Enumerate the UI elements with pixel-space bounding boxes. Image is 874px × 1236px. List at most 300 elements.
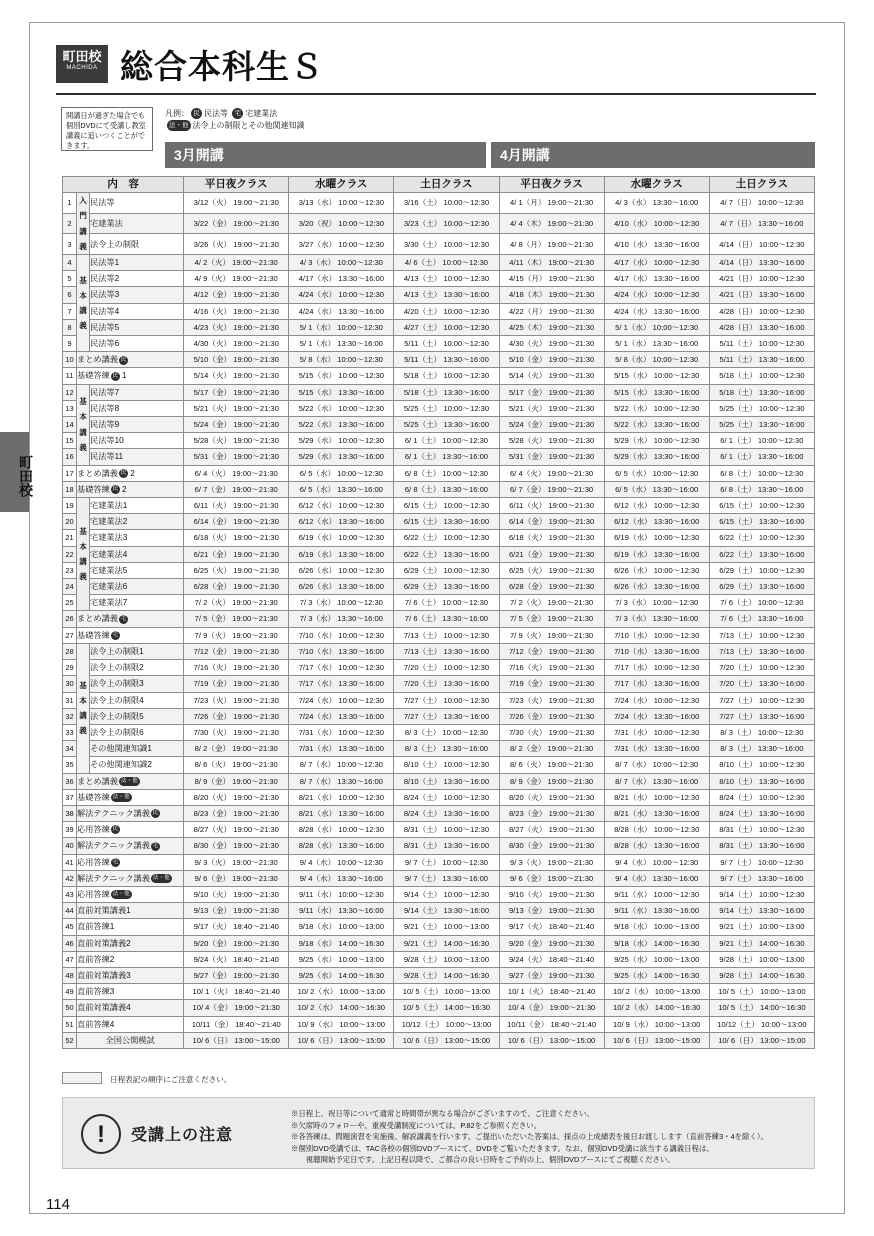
row-number: 41: [63, 854, 77, 870]
schedule-date-cell: 4/21（日） 10:00〜12:30: [709, 271, 814, 287]
subject-mark-icon: 民: [112, 826, 119, 833]
subject-mark-icon: 法・他: [152, 875, 170, 882]
schedule-date-cell: 8/23（金） 19:00〜21:30: [184, 805, 289, 821]
schedule-date-cell: 8/ 6（火） 19:00〜21:30: [499, 757, 604, 773]
row-number: 15: [63, 433, 77, 449]
schedule-date-cell: 7/ 5（金） 19:00〜21:30: [184, 611, 289, 627]
schedule-date-cell: 6/12（水） 13:30〜16:00: [604, 514, 709, 530]
schedule-date-cell: 6/15（土） 10:00〜12:30: [709, 498, 814, 514]
schedule-date-cell: 6/ 7（金） 19:00〜21:30: [184, 481, 289, 497]
schedule-date-cell: 9/11（水） 10:00〜12:30: [289, 886, 394, 902]
schedule-date-cell: 6/28（金） 19:00〜21:30: [499, 579, 604, 595]
schedule-date-cell: 4/18（木） 19:00〜21:30: [499, 287, 604, 303]
schedule-date-cell: 9/28（土） 14:00〜16:30: [709, 967, 814, 983]
row-number: 20: [63, 514, 77, 530]
row-number: 23: [63, 562, 77, 578]
schedule-date-cell: 8/21（水） 13:30〜16:00: [604, 805, 709, 821]
schedule-date-cell: 7/12（金） 19:00〜21:30: [184, 643, 289, 659]
schedule-date-cell: 9/ 4（水） 10:00〜12:30: [289, 854, 394, 870]
table-row: [63, 562, 815, 578]
schedule-date-cell: 8/31（土） 13:30〜16:00: [394, 838, 499, 854]
schedule-date-cell: 6/15（土） 13:30〜16:00: [709, 514, 814, 530]
table-row: [63, 234, 815, 255]
row-group-label: 入 門 講 義: [77, 193, 90, 255]
schedule-date-cell: 4/24（水） 13:30〜16:00: [289, 303, 394, 319]
schedule-date-cell: 8/27（火） 19:00〜21:30: [499, 822, 604, 838]
schedule-date-cell: 7/31（水） 10:00〜12:30: [604, 724, 709, 740]
schedule-date-cell: 9/ 7（土） 10:00〜12:30: [709, 854, 814, 870]
schedule-date-cell: 6/19（水） 13:30〜16:00: [604, 546, 709, 562]
row-content: 直前対策講義3: [77, 967, 184, 983]
schedule-date-cell: 6/11（火） 19:00〜21:30: [499, 498, 604, 514]
schedule-date-cell: 7/20（土） 13:30〜16:00: [709, 676, 814, 692]
row-number: 10: [63, 352, 77, 368]
schedule-date-cell: 5/22（水） 10:00〜12:30: [289, 400, 394, 416]
dvd-note-box: 開講日が過ぎた場合でも個別DVDにて受講し教室講義に追いつくことができます。: [61, 107, 153, 151]
schedule-date-cell: 10/ 6（日） 13:00〜15:00: [604, 1032, 709, 1048]
table-row: [63, 854, 815, 870]
row-content: 直前答練3: [77, 984, 184, 1000]
legend-text-min: 民法等: [204, 109, 228, 118]
school-name-jp: 町田校: [62, 49, 102, 64]
schedule-date-cell: 10/12（土） 10:00〜13:00: [394, 1016, 499, 1032]
legend: [165, 108, 305, 132]
row-number: 12: [63, 384, 77, 400]
row-content: まとめ講義 民: [77, 352, 184, 368]
month-bar-april: 4月開講: [491, 142, 815, 168]
row-group-label: 基 本 講 義: [77, 255, 90, 352]
schedule-date-cell: 9/14（土） 10:00〜12:30: [709, 886, 814, 902]
row-number: 51: [63, 1016, 77, 1032]
schedule-date-cell: 7/13（土） 10:00〜12:30: [394, 627, 499, 643]
table-header-row: [63, 177, 815, 193]
schedule-date-cell: 7/ 3（水） 10:00〜12:30: [604, 595, 709, 611]
table-row: [63, 271, 815, 287]
schedule-date-cell: 5/29（水） 13:30〜16:00: [604, 449, 709, 465]
order-note-text: 日程表記の順序にご注意ください。: [110, 1075, 232, 1084]
schedule-date-cell: 6/18（火） 19:00〜21:30: [184, 530, 289, 546]
schedule-date-cell: 4/17（水） 13:30〜16:00: [604, 271, 709, 287]
schedule-date-cell: 6/29（土） 13:30〜16:00: [709, 579, 814, 595]
schedule-date-cell: 3/13（水） 10:00〜12:30: [289, 193, 394, 214]
row-content: 宅建業法: [90, 213, 184, 234]
schedule-date-cell: 7/13（土） 13:30〜16:00: [394, 643, 499, 659]
schedule-date-cell: 7/ 3（水） 13:30〜16:00: [604, 611, 709, 627]
schedule-date-cell: 7/ 2（火） 19:00〜21:30: [184, 595, 289, 611]
schedule-date-cell: 8/ 2（金） 19:00〜21:30: [184, 741, 289, 757]
table-row: [63, 384, 815, 400]
schedule-date-cell: 5/14（火） 19:00〜21:30: [184, 368, 289, 384]
schedule-date-cell: 7/13（土） 13:30〜16:00: [709, 643, 814, 659]
schedule-date-cell: 7/ 6（土） 10:00〜12:30: [709, 595, 814, 611]
schedule-date-cell: 5/31（金） 19:00〜21:30: [499, 449, 604, 465]
table-row: [63, 1016, 815, 1032]
schedule-date-cell: 7/26（金） 19:00〜21:30: [184, 708, 289, 724]
schedule-date-cell: 9/28（土） 14:00〜16:30: [394, 967, 499, 983]
row-content: 民法等1: [90, 255, 184, 271]
row-content: 民法等7: [90, 384, 184, 400]
row-content: 解法テクニック講義 宅: [77, 838, 184, 854]
schedule-date-cell: 9/ 6（金） 19:00〜21:30: [499, 870, 604, 886]
table-row: [63, 886, 815, 902]
schedule-date-cell: 9/ 4（水） 13:30〜16:00: [289, 870, 394, 886]
row-content: 民法等9: [90, 417, 184, 433]
schedule-date-cell: 8/10（土） 13:30〜16:00: [709, 773, 814, 789]
row-number: 45: [63, 919, 77, 935]
table-row: [63, 465, 815, 481]
schedule-date-cell: 5/21（火） 19:00〜21:30: [184, 400, 289, 416]
schedule-date-cell: 5/15（水） 13:30〜16:00: [289, 384, 394, 400]
schedule-date-cell: 5/28（火） 19:00〜21:30: [184, 433, 289, 449]
schedule-date-cell: 6/26（水） 10:00〜12:30: [289, 562, 394, 578]
schedule-date-cell: 9/18（水） 10:00〜13:00: [604, 919, 709, 935]
schedule-date-cell: 9/10（火） 19:00〜21:30: [499, 886, 604, 902]
table-row: [63, 514, 815, 530]
row-number: 31: [63, 692, 77, 708]
schedule-date-cell: 6/18（火） 19:00〜21:30: [499, 530, 604, 546]
schedule-date-cell: 8/31（土） 13:30〜16:00: [709, 838, 814, 854]
row-content: まとめ講義 法・他: [77, 773, 184, 789]
schedule-date-cell: 8/ 3（土） 10:00〜12:30: [394, 724, 499, 740]
schedule-date-cell: 5/25（土） 10:00〜12:30: [709, 400, 814, 416]
schedule-date-cell: 9/18（水） 14:00〜16:30: [289, 935, 394, 951]
row-number: 42: [63, 870, 77, 886]
row-number: 1: [63, 193, 77, 214]
schedule-date-cell: 7/10（水） 10:00〜12:30: [604, 627, 709, 643]
row-number: 35: [63, 757, 77, 773]
page-header: [56, 45, 816, 91]
schedule-date-cell: 7/26（金） 19:00〜21:30: [499, 708, 604, 724]
schedule-date-cell: 4/11（木） 19:00〜21:30: [499, 255, 604, 271]
schedule-date-cell: 5/11（土） 10:00〜12:30: [394, 336, 499, 352]
schedule-date-cell: 4/24（水） 10:00〜12:30: [604, 287, 709, 303]
row-content: 法令上の制限: [90, 234, 184, 255]
schedule-date-cell: 4/ 9（火） 19:00〜21:30: [184, 271, 289, 287]
table-row: [63, 417, 815, 433]
schedule-date-cell: 7/10（水） 13:30〜16:00: [289, 643, 394, 659]
row-content: 法令上の制限5: [90, 708, 184, 724]
schedule-date-cell: 5/24（金） 19:00〜21:30: [499, 417, 604, 433]
schedule-date-cell: 6/ 1（土） 10:00〜12:30: [709, 433, 814, 449]
schedule-table: [62, 176, 815, 1049]
schedule-date-cell: 5/18（土） 10:00〜12:30: [709, 368, 814, 384]
row-number: 19: [63, 498, 77, 514]
schedule-date-cell: 10/ 9（水） 10:00〜13:00: [604, 1016, 709, 1032]
table-row: [63, 213, 815, 234]
schedule-date-cell: 8/ 3（土） 13:30〜16:00: [709, 741, 814, 757]
schedule-date-cell: 4/15（月） 19:00〜21:30: [499, 271, 604, 287]
schedule-date-cell: 9/ 6（金） 19:00〜21:30: [184, 870, 289, 886]
caution-box: [62, 1097, 815, 1169]
table-row: [63, 1000, 815, 1016]
schedule-date-cell: 10/ 5（土） 14:00〜16:30: [709, 1000, 814, 1016]
row-content: 法令上の制限1: [90, 643, 184, 659]
schedule-date-cell: 7/ 6（土） 13:30〜16:00: [709, 611, 814, 627]
schedule-date-cell: 4/16（火） 19:00〜21:30: [184, 303, 289, 319]
schedule-date-cell: 9/ 3（火） 19:00〜21:30: [499, 854, 604, 870]
row-number: 50: [63, 1000, 77, 1016]
schedule-date-cell: 10/ 9（水） 10:00〜13:00: [289, 1016, 394, 1032]
row-number: 26: [63, 611, 77, 627]
schedule-date-cell: 10/ 6（日） 13:00〜15:00: [394, 1032, 499, 1048]
schedule-date-cell: 7/30（火） 19:00〜21:30: [184, 724, 289, 740]
schedule-date-cell: 7/16（火） 19:00〜21:30: [499, 660, 604, 676]
schedule-date-cell: 8/28（水） 10:00〜12:30: [604, 822, 709, 838]
schedule-date-cell: 6/19（水） 10:00〜12:30: [289, 530, 394, 546]
schedule-date-cell: 10/ 2（水） 10:00〜13:00: [289, 984, 394, 1000]
row-content: 民法等4: [90, 303, 184, 319]
schedule-date-cell: 5/10（金） 19:00〜21:30: [499, 352, 604, 368]
schedule-date-cell: 6/12（水） 10:00〜12:30: [604, 498, 709, 514]
schedule-date-cell: 4/21（日） 13:30〜16:00: [709, 287, 814, 303]
schedule-date-cell: 7/24（水） 13:30〜16:00: [289, 708, 394, 724]
schedule-date-cell: 8/21（水） 13:30〜16:00: [289, 805, 394, 821]
row-group-label: 基 本 講 義: [77, 498, 90, 611]
schedule-date-cell: 6/ 8（土） 10:00〜12:30: [709, 465, 814, 481]
schedule-date-cell: 4/ 3（水） 10:00〜12:30: [289, 255, 394, 271]
table-row: [63, 870, 815, 886]
table-row: [63, 741, 815, 757]
schedule-date-cell: 9/11（水） 13:30〜16:00: [289, 903, 394, 919]
table-row: [63, 498, 815, 514]
schedule-date-cell: 9/21（土） 14:00〜16:30: [709, 935, 814, 951]
row-number: 43: [63, 886, 77, 902]
schedule-date-cell: 5/22（水） 13:30〜16:00: [289, 417, 394, 433]
schedule-date-cell: 8/ 9（金） 19:00〜21:30: [499, 773, 604, 789]
schedule-date-cell: 5/15（水） 13:30〜16:00: [604, 384, 709, 400]
schedule-date-cell: 8/20（火） 19:00〜21:30: [184, 789, 289, 805]
row-number: 17: [63, 465, 77, 481]
table-row: [63, 951, 815, 967]
table-row: [63, 708, 815, 724]
row-content: まとめ講義 民 2: [77, 465, 184, 481]
subject-mark-icon: 民: [120, 469, 127, 476]
row-content: 宅建業法6: [90, 579, 184, 595]
schedule-date-cell: 9/21（土） 14:00〜16:30: [394, 935, 499, 951]
legend-icon-min: 民: [191, 108, 202, 119]
table-row: [63, 336, 815, 352]
schedule-date-cell: 7/16（火） 19:00〜21:30: [184, 660, 289, 676]
schedule-date-cell: 5/ 1（水） 13:30〜16:00: [289, 336, 394, 352]
row-number: 13: [63, 400, 77, 416]
schedule-date-cell: 9/17（火） 18:40〜21:40: [184, 919, 289, 935]
schedule-date-cell: 8/21（水） 10:00〜12:30: [289, 789, 394, 805]
legend-prefix: 凡例：: [165, 109, 189, 118]
table-row: [63, 1032, 815, 1048]
schedule-date-cell: 5/25（土） 10:00〜12:30: [394, 400, 499, 416]
row-number: 24: [63, 579, 77, 595]
schedule-date-cell: 8/28（水） 10:00〜12:30: [289, 822, 394, 838]
schedule-date-cell: 7/ 3（水） 13:30〜16:00: [289, 611, 394, 627]
schedule-date-cell: 8/ 6（火） 19:00〜21:30: [184, 757, 289, 773]
schedule-date-cell: 8/ 7（水） 10:00〜12:30: [604, 757, 709, 773]
schedule-date-cell: 9/10（火） 19:00〜21:30: [184, 886, 289, 902]
schedule-date-cell: 4/ 3（水） 13:30〜16:00: [604, 193, 709, 214]
schedule-date-cell: 7/27（土） 13:30〜16:00: [394, 708, 499, 724]
row-group-label: 基 本 講 義: [77, 643, 90, 773]
subject-mark-icon: 法・他: [112, 794, 130, 801]
schedule-date-cell: 7/20（土） 10:00〜12:30: [394, 660, 499, 676]
schedule-date-cell: 9/21（土） 10:00〜13:00: [394, 919, 499, 935]
row-number: 11: [63, 368, 77, 384]
schedule-date-cell: 6/12（水） 13:30〜16:00: [289, 514, 394, 530]
subject-mark-icon: 宅: [112, 632, 119, 639]
row-content: 法令上の制限2: [90, 660, 184, 676]
order-note-swatch: [62, 1072, 102, 1084]
schedule-date-cell: 9/25（水） 14:00〜16:30: [604, 967, 709, 983]
schedule-date-cell: 10/ 6（日） 13:00〜15:00: [184, 1032, 289, 1048]
table-row: [63, 822, 815, 838]
schedule-date-cell: 5/29（水） 13:30〜16:00: [289, 449, 394, 465]
schedule-date-cell: 8/31（土） 10:00〜12:30: [394, 822, 499, 838]
schedule-date-cell: 3/12（火） 19:00〜21:30: [184, 193, 289, 214]
table-row: [63, 595, 815, 611]
row-number: 9: [63, 336, 77, 352]
schedule-date-cell: 10/ 5（土） 14:00〜16:30: [394, 1000, 499, 1016]
schedule-date-cell: 6/ 8（土） 13:30〜16:00: [394, 481, 499, 497]
schedule-date-cell: 4/10（水） 10:00〜12:30: [604, 213, 709, 234]
table-row: [63, 935, 815, 951]
row-content: 民法等: [90, 193, 184, 214]
schedule-date-cell: 4/28（日） 13:30〜16:00: [709, 319, 814, 335]
schedule-date-cell: 3/20（祝） 10:00〜12:30: [289, 213, 394, 234]
schedule-date-cell: 3/26（火） 19:00〜21:30: [184, 234, 289, 255]
row-number: 25: [63, 595, 77, 611]
table-row: [63, 481, 815, 497]
schedule-date-cell: 9/21（土） 10:00〜13:00: [709, 919, 814, 935]
schedule-date-cell: 7/ 6（土） 10:00〜12:30: [394, 595, 499, 611]
legend-icon-taku: 宅: [232, 108, 243, 119]
schedule-date-cell: 4/27（土） 10:00〜12:30: [394, 319, 499, 335]
schedule-date-cell: 6/22（土） 13:30〜16:00: [709, 546, 814, 562]
schedule-date-cell: 4/20（土） 10:00〜12:30: [394, 303, 499, 319]
schedule-date-cell: 8/20（火） 19:00〜21:30: [499, 789, 604, 805]
schedule-date-cell: 5/22（水） 13:30〜16:00: [604, 417, 709, 433]
legend-text-taku: 宅建業法: [245, 109, 278, 118]
row-content: 直前答練1: [77, 919, 184, 935]
schedule-date-cell: 5/25（土） 13:30〜16:00: [394, 417, 499, 433]
schedule-date-cell: 4/ 1（月） 19:00〜21:30: [499, 193, 604, 214]
schedule-date-cell: 7/19（金） 19:00〜21:30: [184, 676, 289, 692]
schedule-date-cell: 9/13（金） 19:00〜21:30: [184, 903, 289, 919]
schedule-date-cell: 6/28（金） 19:00〜21:30: [184, 579, 289, 595]
schedule-date-cell: 9/14（土） 13:30〜16:00: [394, 903, 499, 919]
schedule-date-cell: 9/28（土） 10:00〜13:00: [394, 951, 499, 967]
subject-mark-icon: 宅: [120, 615, 127, 622]
schedule-date-cell: 6/26（水） 13:30〜16:00: [604, 579, 709, 595]
table-row: [63, 303, 815, 319]
schedule-date-cell: 9/18（水） 14:00〜16:30: [604, 935, 709, 951]
schedule-date-cell: 7/24（水） 10:00〜12:30: [604, 692, 709, 708]
schedule-date-cell: 3/27（水） 10:00〜12:30: [289, 234, 394, 255]
schedule-date-cell: 7/10（水） 10:00〜12:30: [289, 627, 394, 643]
table-row: [63, 255, 815, 271]
schedule-date-cell: 9/17（火） 18:40〜21:40: [499, 919, 604, 935]
row-number: 14: [63, 417, 77, 433]
row-content: 民法等11: [90, 449, 184, 465]
schedule-date-cell: 5/29（水） 10:00〜12:30: [604, 433, 709, 449]
schedule-date-cell: 9/25（水） 10:00〜13:00: [289, 951, 394, 967]
schedule-date-cell: 6/ 5（水） 10:00〜12:30: [289, 465, 394, 481]
col-header-mar-weekend: 土日クラス: [394, 177, 499, 193]
col-header-apr-weeknight: 平日夜クラス: [499, 177, 604, 193]
row-content: その他関連知識2: [90, 757, 184, 773]
schedule-date-cell: 5/10（金） 19:00〜21:30: [184, 352, 289, 368]
schedule-date-cell: 7/17（水） 13:30〜16:00: [289, 676, 394, 692]
schedule-date-cell: 4/17（水） 13:30〜16:00: [289, 271, 394, 287]
schedule-date-cell: 6/ 5（水） 10:00〜12:30: [604, 465, 709, 481]
row-number: 3: [63, 234, 77, 255]
schedule-date-cell: 7/17（水） 10:00〜12:30: [604, 660, 709, 676]
row-content: 直前対策講義2: [77, 935, 184, 951]
row-number: 27: [63, 627, 77, 643]
schedule-date-cell: 5/17（金） 19:00〜21:30: [499, 384, 604, 400]
schedule-date-cell: 6/15（土） 10:00〜12:30: [394, 498, 499, 514]
subject-mark-icon: 民: [152, 810, 159, 817]
schedule-date-cell: 6/19（水） 10:00〜12:30: [604, 530, 709, 546]
schedule-date-cell: 10/ 4（金） 19:00〜21:30: [184, 1000, 289, 1016]
schedule-date-cell: 5/24（金） 19:00〜21:30: [184, 417, 289, 433]
schedule-date-cell: 10/ 4（金） 19:00〜21:30: [499, 1000, 604, 1016]
table-row: [63, 660, 815, 676]
row-number: 30: [63, 676, 77, 692]
schedule-date-cell: 4/12（金） 19:00〜21:30: [184, 287, 289, 303]
schedule-date-cell: 3/16（土） 10:00〜12:30: [394, 193, 499, 214]
schedule-date-cell: 6/ 1（土） 13:30〜16:00: [709, 449, 814, 465]
schedule-date-cell: 6/22（土） 13:30〜16:00: [394, 546, 499, 562]
schedule-date-cell: 6/11（火） 19:00〜21:30: [184, 498, 289, 514]
table-row: [63, 627, 815, 643]
schedule-date-cell: 6/ 4（火） 19:00〜21:30: [499, 465, 604, 481]
schedule-date-cell: 9/11（水） 13:30〜16:00: [604, 903, 709, 919]
table-row: [63, 319, 815, 335]
schedule-date-cell: 4/14（日） 10:00〜12:30: [709, 234, 814, 255]
schedule-date-cell: 8/10（土） 10:00〜12:30: [709, 757, 814, 773]
legend-icon-hoka: 法・他: [169, 122, 189, 130]
table-row: [63, 643, 815, 659]
row-content: 法令上の制限3: [90, 676, 184, 692]
schedule-date-cell: 6/25（火） 19:00〜21:30: [184, 562, 289, 578]
schedule-date-cell: 9/27（金） 19:00〜21:30: [184, 967, 289, 983]
row-content: 基礎答練 宅: [77, 627, 184, 643]
col-header-apr-weekend: 土日クラス: [709, 177, 814, 193]
subject-mark-icon: 民: [112, 372, 119, 379]
schedule-date-cell: 3/30（土） 10:00〜12:30: [394, 234, 499, 255]
schedule-date-cell: 8/31（土） 10:00〜12:30: [709, 822, 814, 838]
col-header-content: 内 容: [63, 177, 184, 193]
row-content: 宅建業法2: [90, 514, 184, 530]
schedule-date-cell: 8/28（水） 13:30〜16:00: [289, 838, 394, 854]
schedule-date-cell: 5/25（土） 13:30〜16:00: [709, 417, 814, 433]
schedule-date-cell: 5/ 1（水） 10:00〜12:30: [289, 319, 394, 335]
schedule-date-cell: 5/11（土） 10:00〜12:30: [709, 336, 814, 352]
schedule-date-cell: 7/13（土） 10:00〜12:30: [709, 627, 814, 643]
schedule-date-cell: 3/22（金） 19:00〜21:30: [184, 213, 289, 234]
schedule-date-cell: 5/18（土） 10:00〜12:30: [394, 368, 499, 384]
table-row: [63, 193, 815, 214]
schedule-date-cell: 4/22（月） 19:00〜21:30: [499, 303, 604, 319]
schedule-date-cell: 6/29（土） 10:00〜12:30: [394, 562, 499, 578]
schedule-date-cell: 8/23（金） 19:00〜21:30: [499, 805, 604, 821]
table-row: [63, 838, 815, 854]
table-row: [63, 433, 815, 449]
schedule-date-cell: 9/11（水） 10:00〜12:30: [604, 886, 709, 902]
schedule-date-cell: 9/25（水） 14:00〜16:30: [289, 967, 394, 983]
school-name-en: MACHIDA: [66, 65, 98, 71]
row-number: 8: [63, 319, 77, 335]
row-content: 直前対策講義1: [77, 903, 184, 919]
schedule-date-cell: 5/11（土） 13:30〜16:00: [394, 352, 499, 368]
